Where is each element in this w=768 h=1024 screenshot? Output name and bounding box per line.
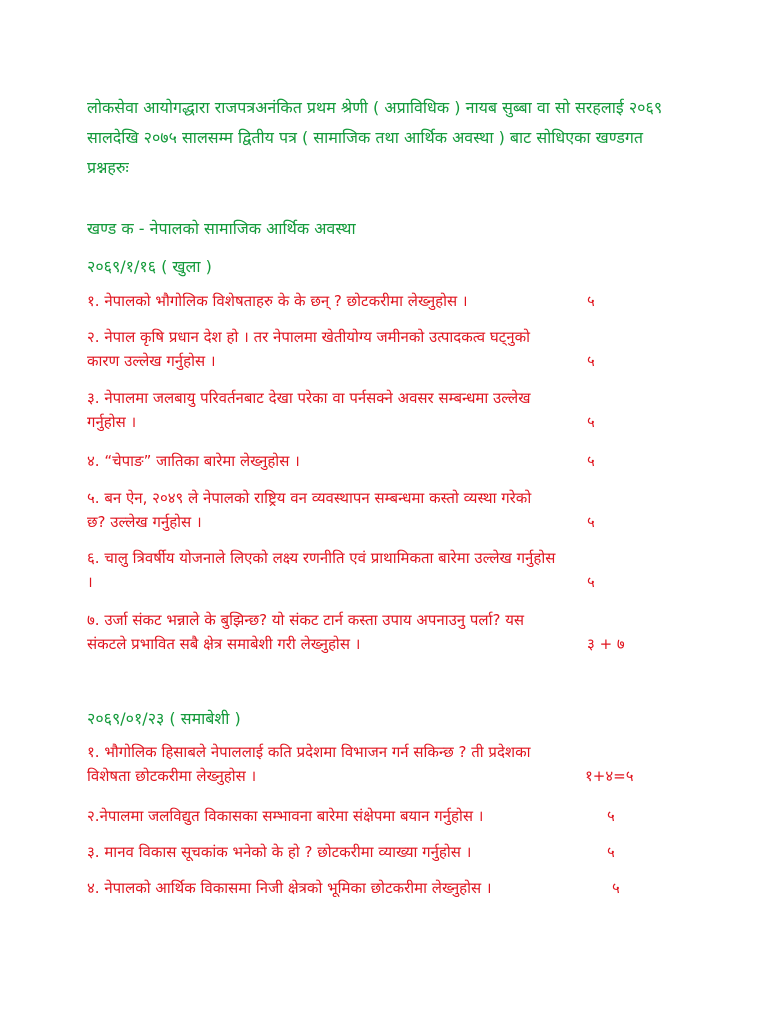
question (87, 876, 647, 900)
question-line: संकटले प्रभावित सबै क्षेत्र समाबेशी गरी लेख्नुहोस । ३ + ७ (87, 632, 647, 656)
question (87, 325, 647, 373)
question-line: ३. मानव विकास सूचकांक भनेको के हो ? छोटकरीमा व्याख्या गर्नुहोस । ५ (87, 840, 647, 864)
question (87, 449, 647, 473)
question-marks: १+४=५ (585, 767, 634, 785)
question (87, 546, 647, 594)
question (87, 740, 647, 788)
question (87, 840, 647, 864)
question (87, 804, 647, 828)
question (87, 289, 647, 313)
question-marks: ५ (587, 413, 595, 431)
question-marks: ५ (587, 573, 595, 591)
question-line: । ५ (87, 570, 647, 594)
question-line: २.नेपालमा जलविद्युत विकासका सम्भावना बारेमा संक्षेपमा बयान गर्नुहोस । ५ (87, 804, 647, 828)
question-line: छ? उल्लेख गर्नुहोस । ५ (87, 510, 647, 534)
question (87, 486, 647, 534)
section-title: खण्ड क - नेपालको सामाजिक आर्थिक अवस्था (87, 219, 356, 238)
question-line: १. भौगोलिक हिसाबले नेपाललाई कति प्रदेशमा विभाजन गर्न सकिन्छ ? ती प्रदेशका (87, 743, 531, 761)
question (87, 386, 647, 434)
question-marks: ५ (587, 352, 595, 370)
question-line: ३. नेपालमा जलबायु परिवर्तनबाट देखा परेका वा पर्नसक्ने अवसर सम्बन्धमा उल्लेख (87, 389, 531, 407)
question-line: विशेषता छोटकरीमा लेख्नुहोस । १+४=५ (87, 764, 647, 788)
question-line: गर्नुहोस । ५ (87, 410, 647, 434)
question-line: १. नेपालको भौगोलिक विशेषताहरु के के छन् ? छोटकरीमा लेख्नुहोस । ५ (87, 289, 647, 313)
question-marks: ५ (587, 452, 595, 470)
question-line: कारण उल्लेख गर्नुहोस । ५ (87, 349, 647, 373)
question-line: ७. उर्जा संकट भन्नाले के बुझिन्छ? यो संकट टार्न कस्ता उपाय अपनाउनु पर्ला? यस (87, 611, 525, 629)
question-marks: ५ (587, 513, 595, 531)
question-marks: ५ (607, 843, 615, 861)
question-line: ४. “चेपाङ” जातिका बारेमा लेख्नुहोस । ५ (87, 449, 647, 473)
question-marks: ५ (612, 879, 620, 897)
question-marks: ३ + ७ (587, 635, 625, 653)
question-line: ५. बन ऐन, २०४९ ले नेपालको राष्ट्रिय वन व्यवस्थापन सम्बन्धमा कस्तो व्यस्था गरेको (87, 489, 532, 507)
question-line: ४. नेपालको आर्थिक विकासमा निजी क्षेत्रको भूमिका छोटकरीमा लेख्नुहोस । ५ (87, 876, 647, 900)
exam-date: २०६९/१/१६ ( खुला ) (87, 257, 212, 276)
question-line: ६. चालु त्रिवर्षीय योजनाले लिएको लक्ष्य रणनीति एवं प्राथामिकता बारेमा उल्लेख गर्नुहोस (87, 549, 556, 567)
exam-date: २०६९/०१/२३ ( समाबेशी ) (87, 709, 241, 728)
question-line: २. नेपाल कृषि प्रधान देश हो । तर नेपालमा खेतीयोग्य जमीनको उत्पादकत्व घट्नुको (87, 328, 530, 346)
question-marks: ५ (587, 292, 595, 310)
question-marks: ५ (607, 807, 615, 825)
intro-paragraph: लोकसेवा आयोगद्धारा राजपत्रअनंकित प्रथम श्रेणी ( अप्राविधिक ) नायब सुब्बा वा सो सरहलाई २०६९ सालदेखि २०७५ सालसम्म द्वितीय पत्र ( सामाजिक तथा आर्थिक अवस्था ) बाट सोधिएका खण्डगत प्रश्नहरुः (87, 98, 663, 177)
question (87, 608, 647, 656)
